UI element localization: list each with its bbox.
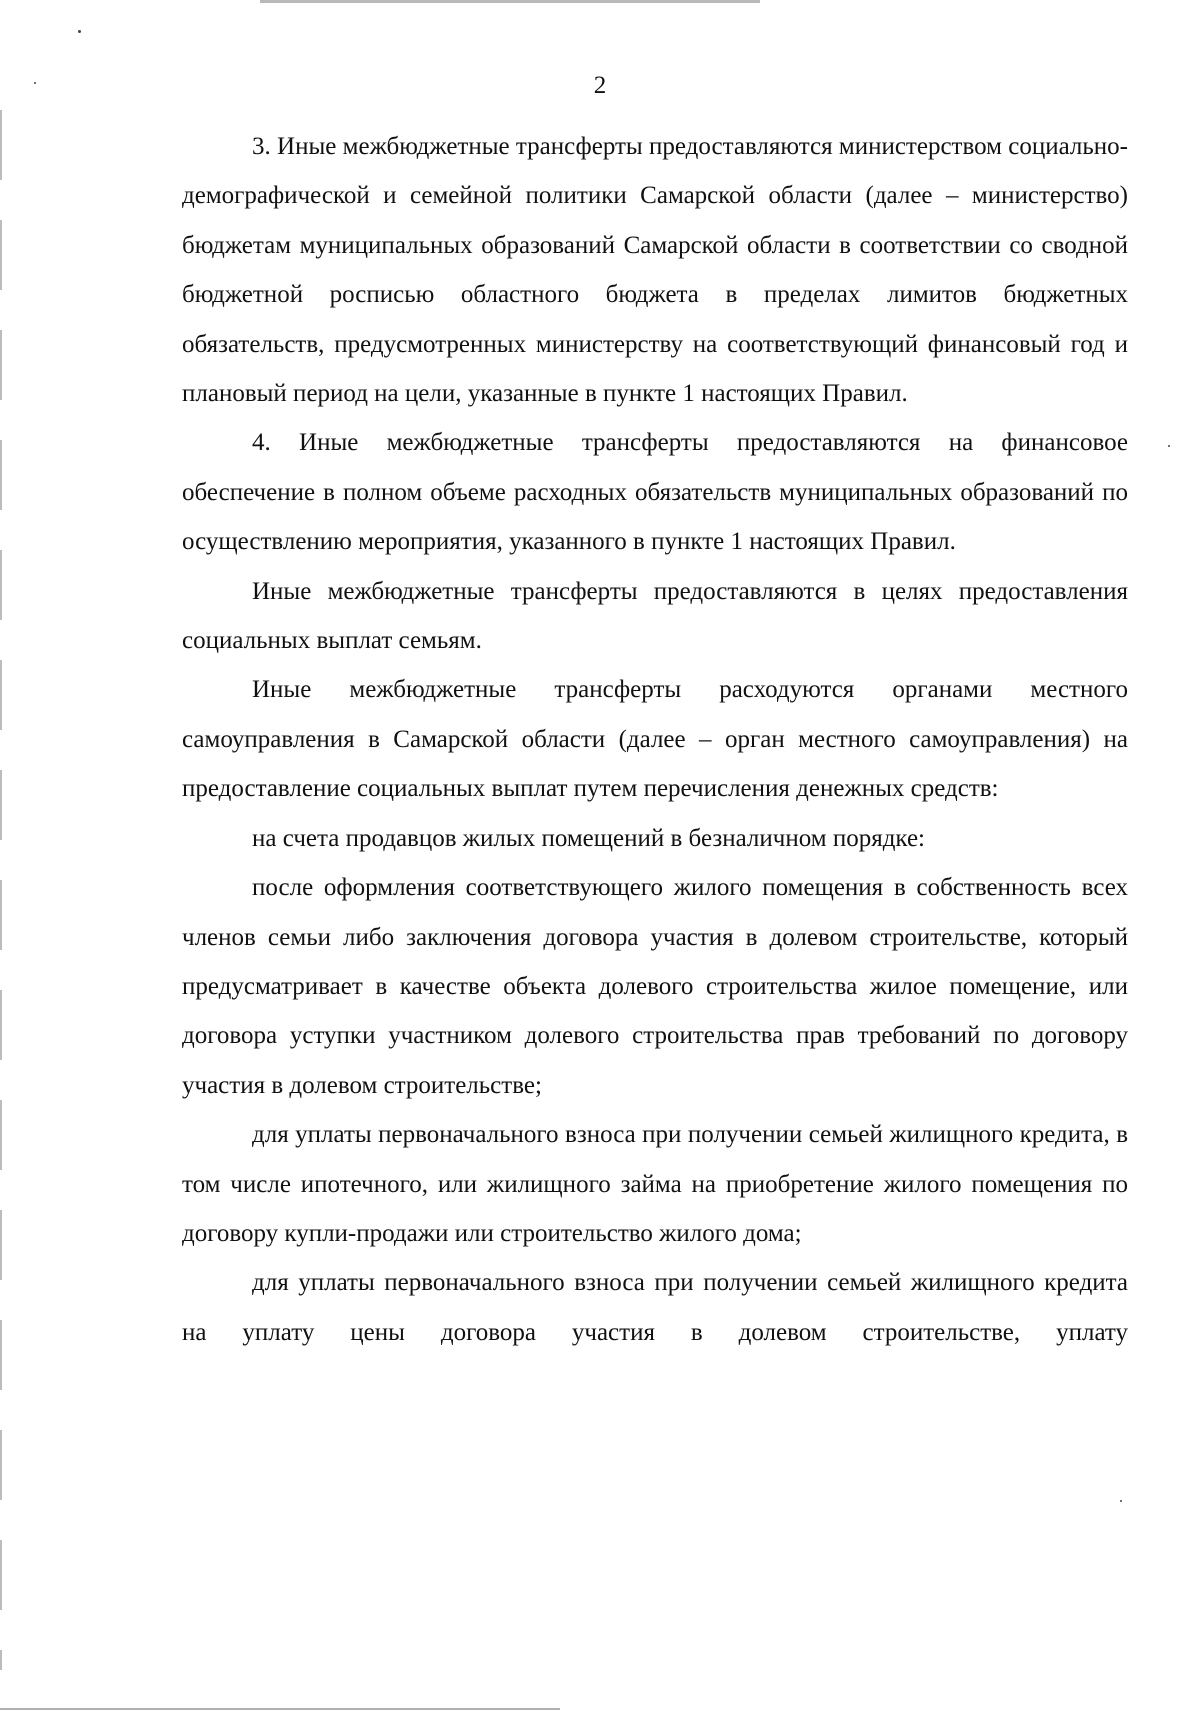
paragraph-3: 3. Иные межбюджетные трансферты предоставляются министерством социально-демографической и семейной политики Самарской области (далее – министерство) бюджетам муниципальных образований Самарской области в соответствии со сводной бюджетной росписью областного бюджета в пределах лимитов бюджетных обязательств, предусмотренных министерству на соответствующий финансовый год и плановый период на цели, указанные в пункте 1 настоящих Правил. [182,133,1128,408]
paragraph-4: 4. Иные межбюджетные трансферты предоставляются на финансовое обеспечение в полном объеме расходных обязательств муниципальных образований по осуществлению мероприятия, указанного в пункте 1 настоящих Правил. [182,429,1128,556]
scan-edge-top [0,0,1200,3]
document-body [182,122,1128,1357]
page-number: 2 [593,72,607,99]
paragraph-initial-payment-loan: для уплаты первоначального взноса при получении семьей жилищного кредита, в том числе ипотечного, или жилищного займа на приобретение жилого помещения по договору купли-продажи или строительство жилого дома; [182,1121,1128,1247]
paragraph-after-registration: после оформления соответствующего жилого помещения в собственность всех членов семьи либо заключения договора участия в долевом строительстве, который предусматривает в качестве объекта долевого строительства жилое помещение, или договора уступки участником долевого строительства прав требований по договору участия в долевом строительстве; [182,874,1128,1099]
paragraph-spending: Иные межбюджетные трансферты расходуются органами местного самоуправления в Самарской области (далее – орган местного самоуправления) на предоставление социальных выплат путем перечисления денежных средств: [182,676,1128,803]
scan-edge-left [0,110,2,1670]
scan-speck [78,30,81,33]
paragraph-initial-payment-equity: для уплаты первоначального взноса при получении семьей жилищного кредита на уплату цены договора участия в долевом строительстве, уплату [182,1269,1128,1346]
scan-speck [1120,1500,1122,1502]
paragraph-purpose: Иные межбюджетные трансферты предоставляются в целях предоставления социальных выплат семьям. [182,577,1128,655]
paragraph-sellers-accounts: на счета продавцов жилых помещений в безналичном порядке: [252,824,925,852]
scan-speck [1168,445,1170,447]
scan-edge-bottom [0,1708,1200,1710]
